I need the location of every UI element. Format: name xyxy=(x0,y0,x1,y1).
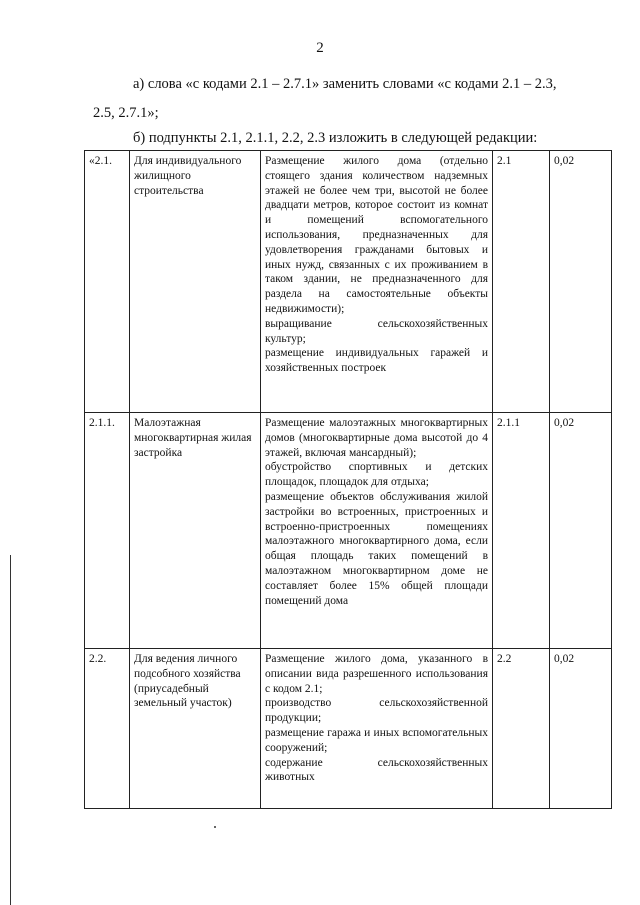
row-description xyxy=(261,413,493,649)
row-num: 2.1 xyxy=(493,151,550,413)
row-description xyxy=(261,151,493,413)
row-description xyxy=(261,649,493,809)
description-line: Размещение малоэтажных многоквартирных домов (многоквартирные дома высотой до 4 этажей, включая мансардный); xyxy=(265,417,488,459)
row-code: 2.1.1. xyxy=(85,413,130,649)
row-code: 2.2. xyxy=(85,649,130,809)
description-line: размещение индивидуальных гаражей и хозяйственных построек xyxy=(265,347,488,375)
row-name: Для индивидуального жилищного строительства xyxy=(130,151,261,413)
paragraph-a-line2: 2.5, 2.7.1»; xyxy=(93,105,159,121)
description-line: размещение гаража и иных вспомогательных сооружений; xyxy=(265,726,488,754)
row-value: 0,02 xyxy=(550,151,612,413)
table-row xyxy=(85,413,612,649)
description-line: обустройство спортивных и детских площадок, площадок для отдыха; xyxy=(265,461,488,489)
description-line: выращивание сельскохозяйственных культур; xyxy=(265,317,488,345)
description-line: содержание сельскохозяйственных животных xyxy=(265,756,488,784)
scan-speck xyxy=(214,826,216,828)
row-num: 2.2 xyxy=(493,649,550,809)
row-name: Для ведения личного подсобного хозяйства (приусадебный земельный участок) xyxy=(130,649,261,809)
row-num: 2.1.1 xyxy=(493,413,550,649)
paragraph-b: б) подпункты 2.1, 2.1.1, 2.2, 2.3 изложить в следующей редакции: xyxy=(133,130,538,146)
scan-margin-line xyxy=(10,555,11,905)
page-number: 2 xyxy=(316,40,324,56)
row-code: «2.1. xyxy=(85,151,130,413)
description-line: размещение объектов обслуживания жилой застройки во встроенных, пристроенных и встроенно-пристроенных помещениях малоэтажного многоквартирного дома, если общая площадь таких помещений в малоэтажном многоквартирном доме не составляет более 15% общей площади помещений дома xyxy=(265,490,488,607)
paragraph-a-line1: а) слова «с кодами 2.1 – 2.7.1» заменить словами «с кодами 2.1 – 2.3, xyxy=(133,76,557,92)
land-use-table xyxy=(84,150,612,809)
row-value: 0,02 xyxy=(550,413,612,649)
description-line: Размещение жилого дома, указанного в описании вида разрешенного использования с кодом 2.1; xyxy=(265,653,488,695)
description-line: Размещение жилого дома (отдельно стоящего здания количеством надземных этажей не более чем три, высотой не более двадцати метров, которое состоит из комнат и помещений вспомогательного использования, предназначенных для удовлетворения гражданами бытовых и иных нужд, связанных с их проживанием в таком здании, не предназначенного для раздела на самостоятельные объекты недвижимости); xyxy=(265,155,488,315)
table-row xyxy=(85,649,612,809)
table-row xyxy=(85,151,612,413)
row-name: Малоэтажная многоквартирная жилая застройка xyxy=(130,413,261,649)
row-value: 0,02 xyxy=(550,649,612,809)
description-line: производство сельскохозяйственной продукции; xyxy=(265,697,488,725)
